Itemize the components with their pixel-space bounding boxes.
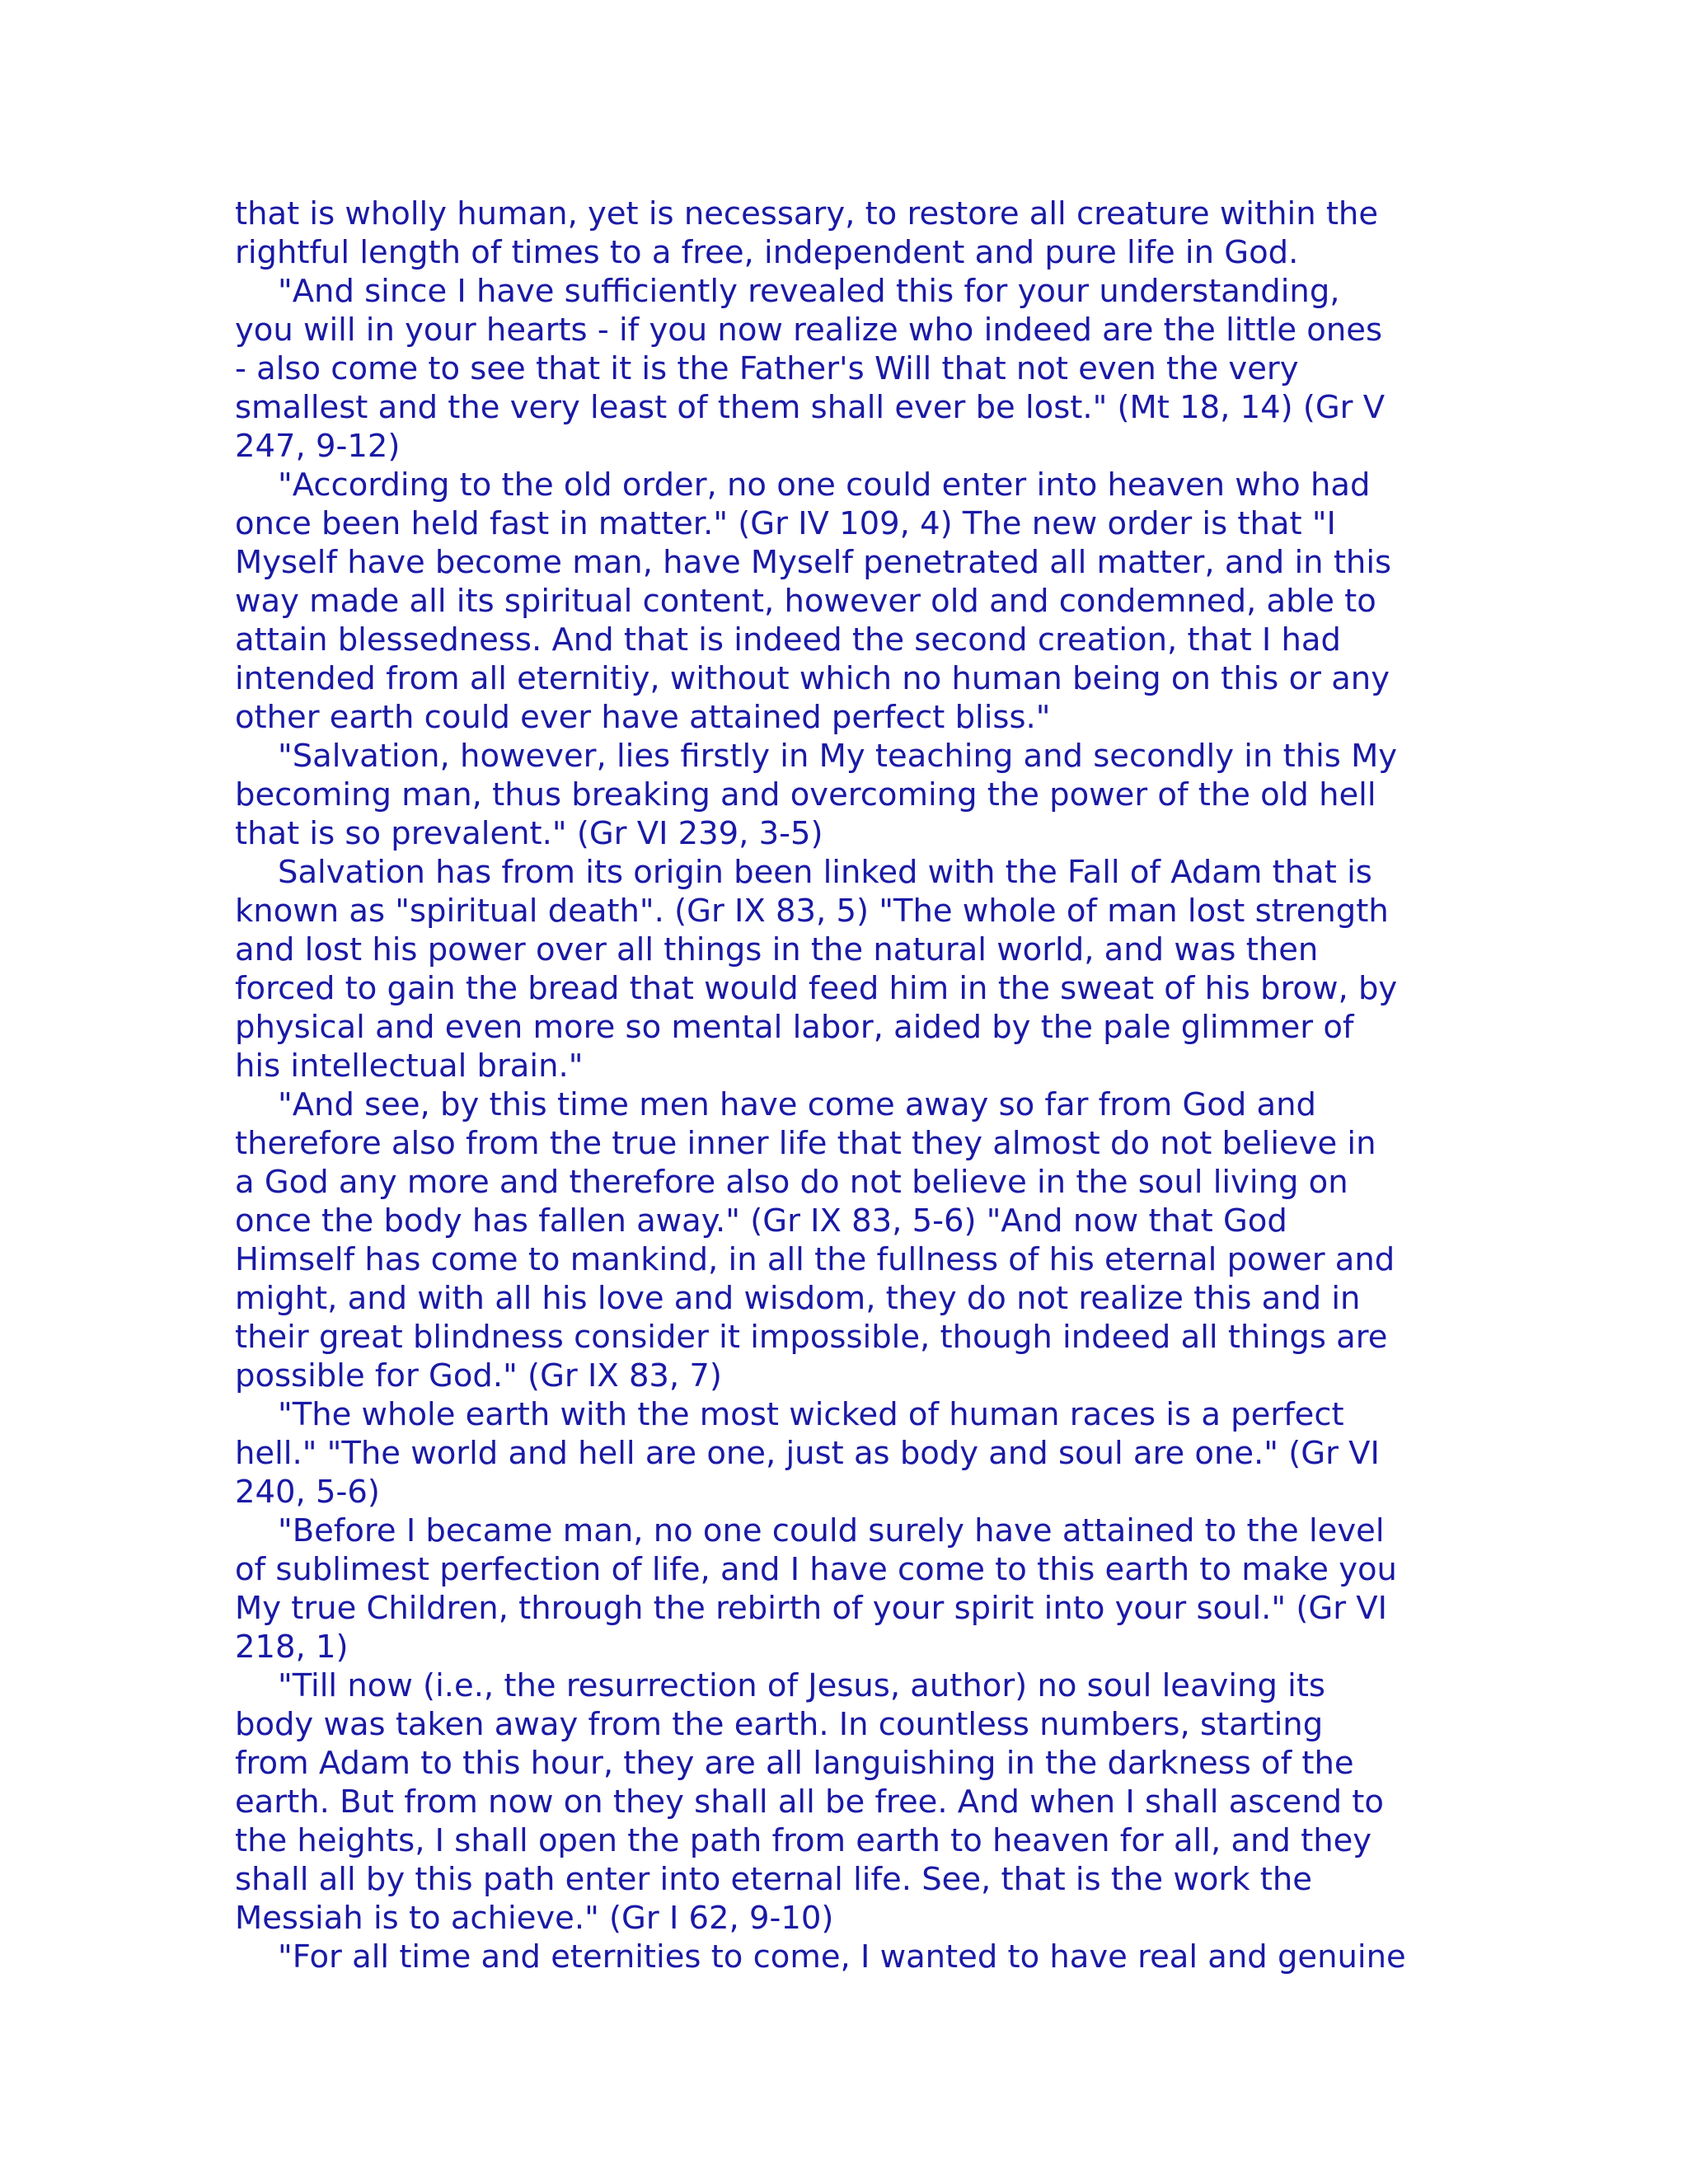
paragraph-first-line: "Salvation, however, lies firstly in My teaching and secondly in this My bbox=[278, 738, 1398, 775]
text-line: physical and even more so mental labor, aided by the pale glimmer of bbox=[235, 1009, 1354, 1046]
text-line: shall all by this path enter into eternal life. See, that is the work the bbox=[235, 1861, 1312, 1898]
paragraph-first-line: "According to the old order, no one could enter into heaven who had bbox=[278, 466, 1371, 504]
text-line: way made all its spiritual content, however old and condemned, able to bbox=[235, 583, 1376, 620]
text-line: might, and with all his love and wisdom, they do not realize this and in bbox=[235, 1280, 1361, 1317]
text-line: becoming man, thus breaking and overcoming the power of the old hell bbox=[235, 776, 1376, 813]
text-line: and lost his power over all things in the natural world, and was then bbox=[235, 931, 1319, 968]
paragraph-first-line: "And see, by this time men have come away so far from God and bbox=[278, 1086, 1316, 1123]
text-line: his intellectual brain." bbox=[235, 1047, 584, 1085]
text-line: their great blindness consider it impossible, though indeed all things are bbox=[235, 1319, 1388, 1356]
text-line: - also come to see that it is the Father's Will that not even the very bbox=[235, 350, 1299, 387]
text-line: the heights, I shall open the path from earth to heaven for all, and they bbox=[235, 1822, 1372, 1859]
text-line: body was taken away from the earth. In countless numbers, starting bbox=[235, 1706, 1324, 1743]
paragraph-first-line: "Till now (i.e., the resurrection of Jesus, author) no soul leaving its bbox=[278, 1667, 1325, 1704]
paragraph-first-line: "The whole earth with the most wicked of human races is a perfect bbox=[278, 1396, 1344, 1433]
text-line: a God any more and therefore also do not believe in the soul living on bbox=[235, 1164, 1348, 1201]
paragraph-first-line: "And since I have sufficiently revealed this for your understanding, bbox=[278, 273, 1340, 310]
text-line: smallest and the very least of them shall ever be lost." (Mt 18, 14) (Gr V bbox=[235, 389, 1386, 426]
text-line: Himself has come to mankind, in all the fullness of his eternal power and bbox=[235, 1241, 1395, 1278]
text-line: Myself have become man, have Myself penetrated all matter, and in this bbox=[235, 544, 1392, 581]
text-line: 247, 9-12) bbox=[235, 428, 401, 465]
text-line: earth. But from now on they shall all be free. And when I shall ascend to bbox=[235, 1783, 1384, 1821]
text-line: once the body has fallen away." (Gr IX 83, 5-6) "And now that God bbox=[235, 1202, 1287, 1240]
text-line: from Adam to this hour, they are all languishing in the darkness of the bbox=[235, 1745, 1354, 1782]
text-line: intended from all eternitiy, without which no human being on this or any bbox=[235, 660, 1390, 697]
text-line: other earth could ever have attained perfect bliss." bbox=[235, 699, 1051, 736]
text-line: once been held fast in matter." (Gr IV 109, 4) The new order is that "I bbox=[235, 505, 1336, 542]
text-line: possible for God." (Gr IX 83, 7) bbox=[235, 1357, 722, 1394]
text-line: you will in your hearts - if you now realize who indeed are the little ones bbox=[235, 312, 1382, 349]
text-line: attain blessedness. And that is indeed the second creation, that I had bbox=[235, 621, 1341, 658]
text-line: therefore also from the true inner life that they almost do not believe in bbox=[235, 1125, 1376, 1162]
text-line: 240, 5-6) bbox=[235, 1474, 380, 1511]
text-line: that is so prevalent." (Gr VI 239, 3-5) bbox=[235, 815, 823, 852]
text-line: rightful length of times to a free, independent and pure life in God. bbox=[235, 234, 1299, 271]
text-line: My true Children, through the rebirth of your spirit into your soul." (Gr VI bbox=[235, 1590, 1387, 1627]
text-line: Messiah is to achieve." (Gr I 62, 9-10) bbox=[235, 1900, 834, 1937]
paragraph-first-line: Salvation has from its origin been linked with the Fall of Adam that is bbox=[278, 854, 1372, 891]
text-line: hell." "The world and hell are one, just as body and soul are one." (Gr VI bbox=[235, 1435, 1380, 1472]
text-line: known as "spiritual death". (Gr IX 83, 5) "The whole of man lost strength bbox=[235, 893, 1389, 930]
paragraph-first-line: "For all time and eternities to come, I wanted to have real and genuine bbox=[278, 1938, 1406, 1975]
text-line: 218, 1) bbox=[235, 1629, 349, 1666]
body-text bbox=[235, 194, 1471, 1976]
text-line: forced to gain the bread that would feed him in the sweat of his brow, by bbox=[235, 970, 1398, 1007]
paragraph-first-line: "Before I became man, no one could surely have attained to the level bbox=[278, 1512, 1385, 1549]
text-line: that is wholly human, yet is necessary, to restore all creature within the bbox=[235, 195, 1379, 232]
text-line: of sublimest perfection of life, and I have come to this earth to make you bbox=[235, 1551, 1397, 1588]
